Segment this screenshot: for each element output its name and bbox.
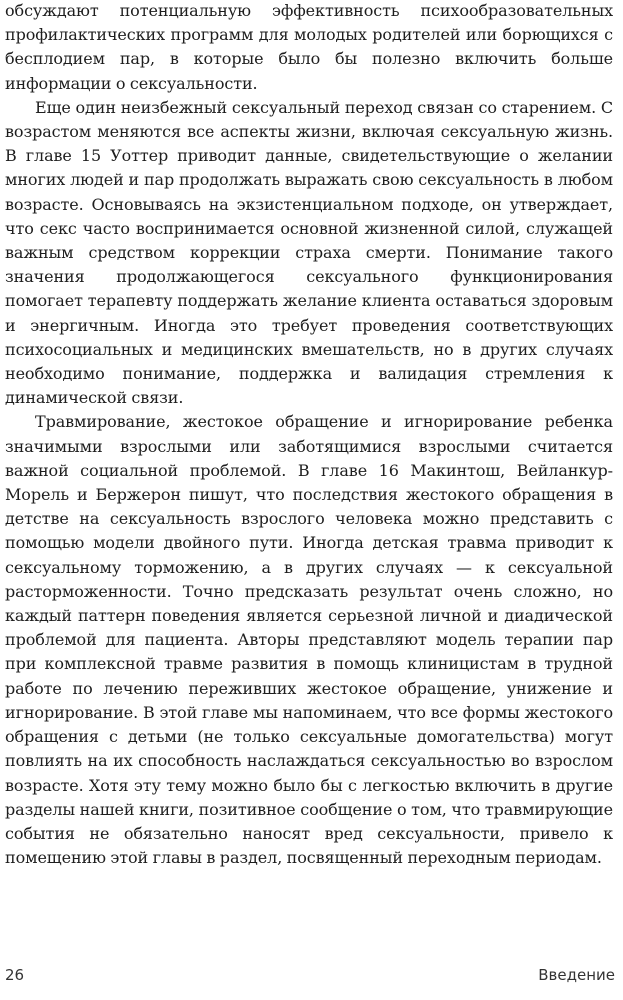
paragraph-continued: обсуждают потенциальную эффективность психообразовательных профилактических программ для молодых родителей или борющихся с бесплодием пар, в которые было бы полезно включить больше информации о сексуальности.: [5, 1, 613, 93]
paragraph-aging: Еще один неизбежный сексуальный переход связан со старением. С возрастом меняются все аспекты жизни, включая сексуальную жизнь. В главе 15 Уоттер приводит данные, свидетельствующие о желании многих людей и пар продолжать выражать свою сексуальность в любом возрасте. Основываясь на экзистенциальном подходе, он утверждает, что секс часто воспринимается основной жизненной силой, служащей важным средством коррекции страха смерти. Понимание такого значения продолжающегося сексуального функционирования помогает терапевту поддержать желание клиента оставаться здоровым и энергичным. Иногда это требует проведения соответствующих психосоциальных и медицинских вмешательств, но в других случаях необходимо понимание, поддержка и валидация стремления к динамической связи.: [5, 97, 613, 408]
running-head: Введение: [538, 966, 615, 984]
body-text: [5, 0, 613, 870]
page-number: 26: [5, 966, 25, 984]
page-footer: [5, 966, 615, 990]
paragraph-trauma: Травмирование, жестокое обращение и игнорирование ребенка значимыми взрослыми или заботящимися взрослыми считается важной социальной проблемой. В главе 16 Макинтош, Вейланкур-Морель и Бержерон пишут, что последствия жестокого обращения в детстве на сексуальность взрослого человека можно представить с помощью модели двойного пути. Иногда детская травма приводит к сексуальному торможению, а в других случаях — к сексуальной расторможенности. Точно предсказать результат очень сложно, но каждый паттерн поведения является серьезной личной и диадической проблемой для пациента. Авторы представляют модель терапии пар при комплексной травме развития в помощь клиницистам в трудной работе по лечению переживших жестокое обращение, унижение и игнорирование. В этой главе мы напоминаем, что все формы жестокого обращения с детьми (не только сексуальные домогательства) могут повлиять на их способность наслаждаться сексуальностью во взрослом возрасте. Хотя эту тему можно было бы с легкостью включить в другие разделы нашей книги, позитивное сообщение о том, что травмирующие события не обязательно наносят вред сексуальности, привело к помещению этой главы в раздел, посвященный переходным периодам.: [5, 412, 613, 868]
